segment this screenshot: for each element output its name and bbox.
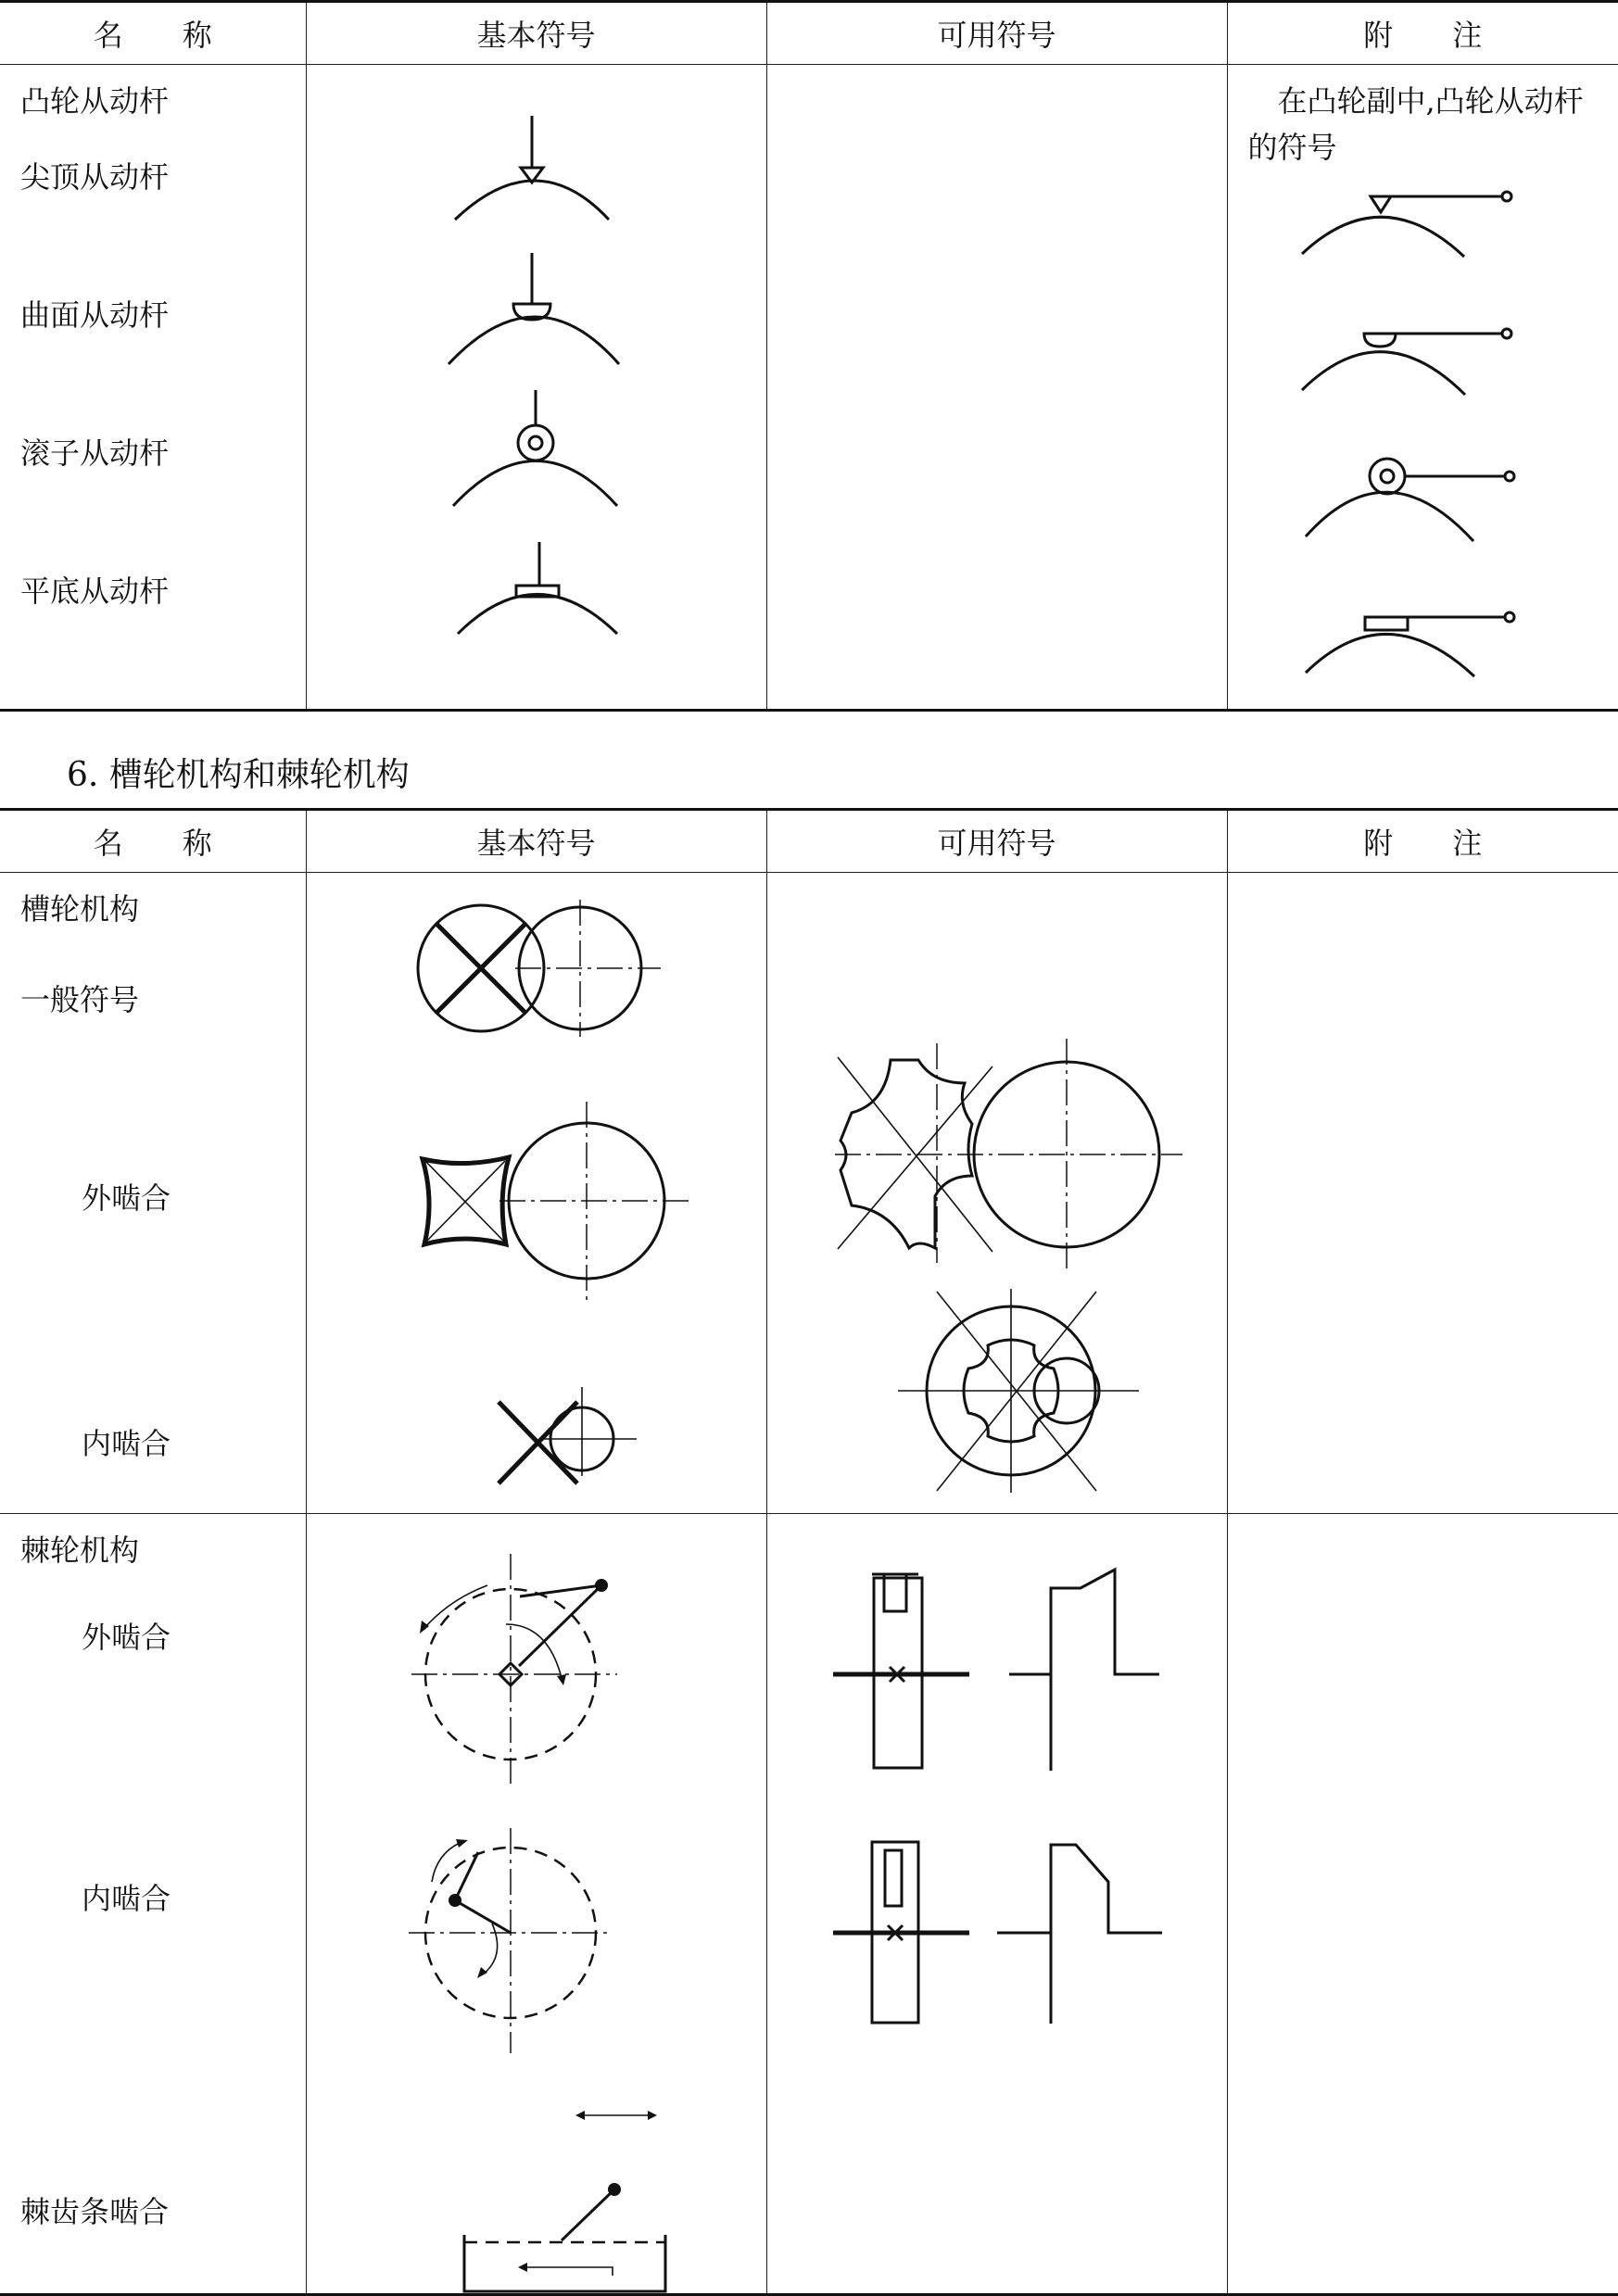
header-basic-symbol: 基本符号: [306, 810, 766, 873]
cam-name-cell: [0, 65, 306, 711]
table-header-row: [0, 2, 1618, 65]
header-name: 名 称: [0, 810, 306, 873]
geneva-name-cell: [0, 873, 306, 1514]
geneva-internal-symbol: [499, 1387, 637, 1483]
cam-follower-table: [0, 0, 1618, 712]
cam-note-symbols: [1228, 65, 1618, 711]
cam-follower-title: 凸轮从动杆: [20, 83, 170, 119]
cam-note-text: 在凸轮副中,凸轮从动杆的符号: [1247, 83, 1584, 165]
note-curved-follower-symbol: [1302, 329, 1511, 395]
ratchet-external-symbol: [411, 1554, 617, 1785]
header-note: 附 注: [1227, 810, 1618, 873]
roller-follower-symbol: [453, 390, 617, 506]
ratchet-external-optional-symbol-b: [1009, 1570, 1159, 1771]
cam-basic-symbols: [307, 65, 767, 711]
ratchet-optional-symbol-cell: [766, 1514, 1227, 2295]
geneva-external-optional-symbol: [835, 1039, 1182, 1272]
ratchet-name-cell: [0, 1514, 306, 2295]
cam-follower-row: [0, 65, 1618, 711]
geneva-general-symbol: [418, 900, 661, 1037]
label-general-symbol: 一般符号: [20, 982, 140, 1017]
geneva-basic-symbols: [307, 873, 767, 1514]
ratchet-external-optional-symbol-a: [833, 1574, 969, 1768]
geneva-basic-symbol-cell: [306, 873, 766, 1514]
geneva-ratchet-table: [0, 808, 1618, 2296]
geneva-note-cell: [1227, 873, 1618, 1514]
label-ratchet-rack: 棘齿条啮合: [20, 2194, 170, 2229]
cam-basic-symbol-cell: [306, 65, 766, 711]
geneva-title: 槽轮机构: [20, 891, 140, 927]
ratchet-optional-symbols: [767, 1514, 1228, 2295]
ratchet-internal-symbol: [409, 1828, 613, 2053]
note-roller-follower-symbol: [1306, 459, 1514, 541]
label-ratchet-internal: 内啮合: [82, 1881, 171, 1916]
ratchet-basic-symbol-cell: [306, 1514, 766, 2295]
section-title-geneva-ratchet: 6. 槽轮机构和棘轮机构: [67, 756, 410, 794]
header-optional-symbol: 可用符号: [766, 810, 1227, 873]
ratchet-internal-optional-symbol-b: [997, 1845, 1162, 2024]
geneva-optional-symbols: [767, 873, 1228, 1514]
note-pointed-follower-symbol: [1302, 192, 1511, 257]
geneva-internal-optional-symbol: [898, 1289, 1139, 1493]
label-pointed-follower: 尖顶从动杆: [20, 159, 170, 195]
ratchet-internal-optional-symbol-a: [833, 1842, 969, 2023]
note-flat-follower-symbol: [1306, 612, 1514, 676]
label-flat-follower: 平底从动杆: [20, 574, 170, 609]
ratchet-title: 棘轮机构: [20, 1533, 140, 1568]
pointed-follower-symbol: [455, 116, 609, 220]
cam-note-cell: [1227, 65, 1618, 711]
geneva-optional-symbol-cell: [766, 873, 1227, 1514]
label-roller-follower: 滚子从动杆: [20, 435, 170, 471]
label-geneva-external: 外啮合: [82, 1180, 171, 1216]
label-ratchet-external: 外啮合: [82, 1620, 171, 1655]
header-basic-symbol: 基本符号: [306, 2, 766, 65]
cam-optional-symbol-cell: [766, 65, 1227, 711]
label-curved-follower: 曲面从动杆: [20, 297, 170, 333]
ratchet-rack-symbol: [464, 2111, 665, 2291]
ratchet-basic-symbols: [307, 1514, 767, 2295]
header-optional-symbol: 可用符号: [766, 2, 1227, 65]
geneva-external-symbol: [423, 1102, 689, 1300]
ratchet-note-cell: [1227, 1514, 1618, 2295]
header-name: 名 称: [0, 2, 306, 65]
curved-follower-symbol: [449, 253, 619, 364]
header-note: 附 注: [1227, 2, 1618, 65]
geneva-row: [0, 873, 1618, 1514]
flat-follower-symbol: [458, 542, 617, 634]
table-header-row: [0, 810, 1618, 873]
ratchet-row: [0, 1514, 1618, 2295]
label-geneva-internal: 内啮合: [82, 1426, 171, 1461]
